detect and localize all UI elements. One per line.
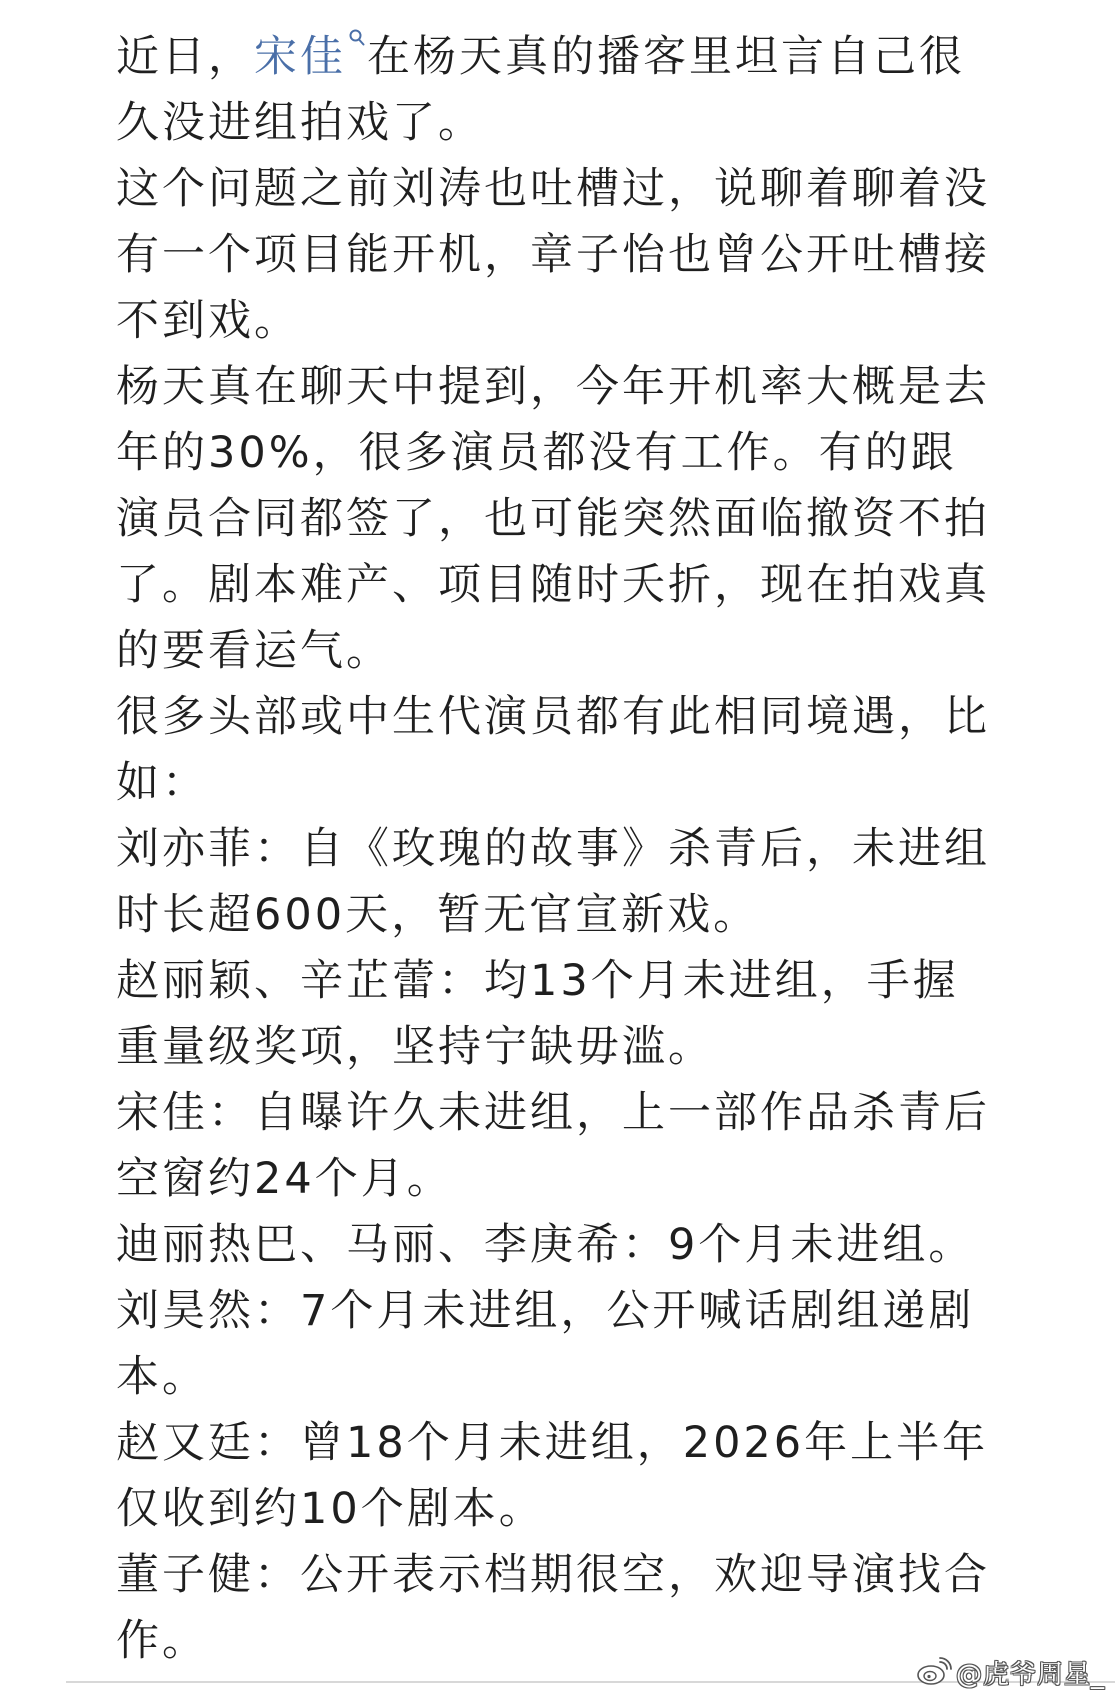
weibo-logo-icon	[916, 1657, 952, 1687]
paragraph-2: 这个问题之前刘涛也吐槽过，说聊着聊着没有一个项目能开机，章子怡也曾公开吐槽接不到戏。	[116, 164, 990, 346]
person-link-song-jia[interactable]: 宋佳	[254, 32, 346, 82]
paragraph-3: 杨天真在聊天中提到，今年开机率大概是去年的30%，很多演员都没有工作。有的跟演员合同都签了，也可能突然面临撤资不拍了。剧本难产、项目随时夭折，现在拍戏真的要看运气。	[116, 362, 990, 676]
paragraph-10: 赵又廷：曾18个月未进组，2026年上半年仅收到约10个剧本。	[116, 1418, 989, 1534]
watermark-handle: @虎爷周星_	[955, 1659, 1105, 1690]
paragraph-1-tail: 在杨天真的播客里坦言自己很久没进组拍戏了。	[116, 32, 965, 148]
paragraph-6: 赵丽颖、辛芷蕾：均13个月未进组，手握重量级奖项，坚持宁缺毋滥。	[116, 956, 959, 1072]
paragraph-8: 迪丽热巴、马丽、李庚希：9个月未进组。	[116, 1220, 975, 1270]
paragraph-5: 刘亦菲：自《玫瑰的故事》杀青后，未进组时长超600天，暂无官宣新戏。	[116, 824, 990, 940]
paragraph-11: 董子健：公开表示档期很空，欢迎导演找合作。	[116, 1550, 990, 1666]
paragraph-4: 很多头部或中生代演员都有此相同境遇，比如：	[116, 692, 990, 808]
weibo-watermark	[916, 1654, 1105, 1690]
paragraph-1-lead: 近日，	[116, 32, 254, 82]
search-icon[interactable]	[349, 29, 365, 49]
paragraph-1	[116, 24, 996, 156]
article-body	[116, 24, 996, 1674]
paragraph-7: 宋佳：自曝许久未进组，上一部作品杀青后空窗约24个月。	[116, 1088, 990, 1204]
paragraph-9: 刘昊然：7个月未进组，公开喊话剧组递剧本。	[116, 1286, 975, 1402]
